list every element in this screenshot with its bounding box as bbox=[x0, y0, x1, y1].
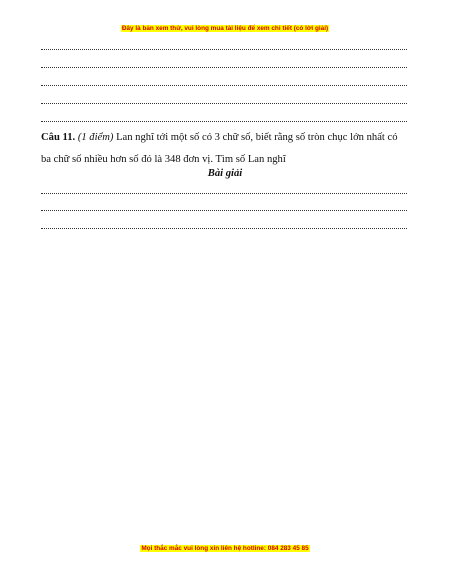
answer-line bbox=[41, 210, 407, 211]
answer-line bbox=[41, 228, 407, 229]
question-number: Câu 11. bbox=[41, 132, 76, 143]
solution-heading: Bài giải bbox=[207, 168, 243, 179]
hotline-text: Mọi thắc mắc vui lòng xin liên hệ hotline: 084 283 45 85 bbox=[141, 545, 309, 552]
question-block bbox=[41, 127, 409, 171]
answer-line bbox=[41, 193, 407, 194]
preview-notice-banner bbox=[0, 25, 450, 33]
preview-notice-text: Đây là bản xem thử, vui lòng mua tài liệu để xem chi tiết (có lời giải) bbox=[121, 25, 329, 32]
answer-line bbox=[41, 85, 407, 86]
answer-line bbox=[41, 67, 407, 68]
answer-line bbox=[41, 121, 407, 122]
question-text: Lan nghĩ tới một số có 3 chữ số, biết rằng số tròn chục lớn nhất có ba chữ số nhiều hơn số đó là 348 đơn vị. Tìm số Lan nghĩ bbox=[41, 132, 398, 165]
answer-line bbox=[41, 49, 407, 50]
answer-line bbox=[41, 103, 407, 104]
hotline-banner bbox=[0, 545, 450, 553]
question-points: (1 điểm) bbox=[77, 132, 114, 143]
